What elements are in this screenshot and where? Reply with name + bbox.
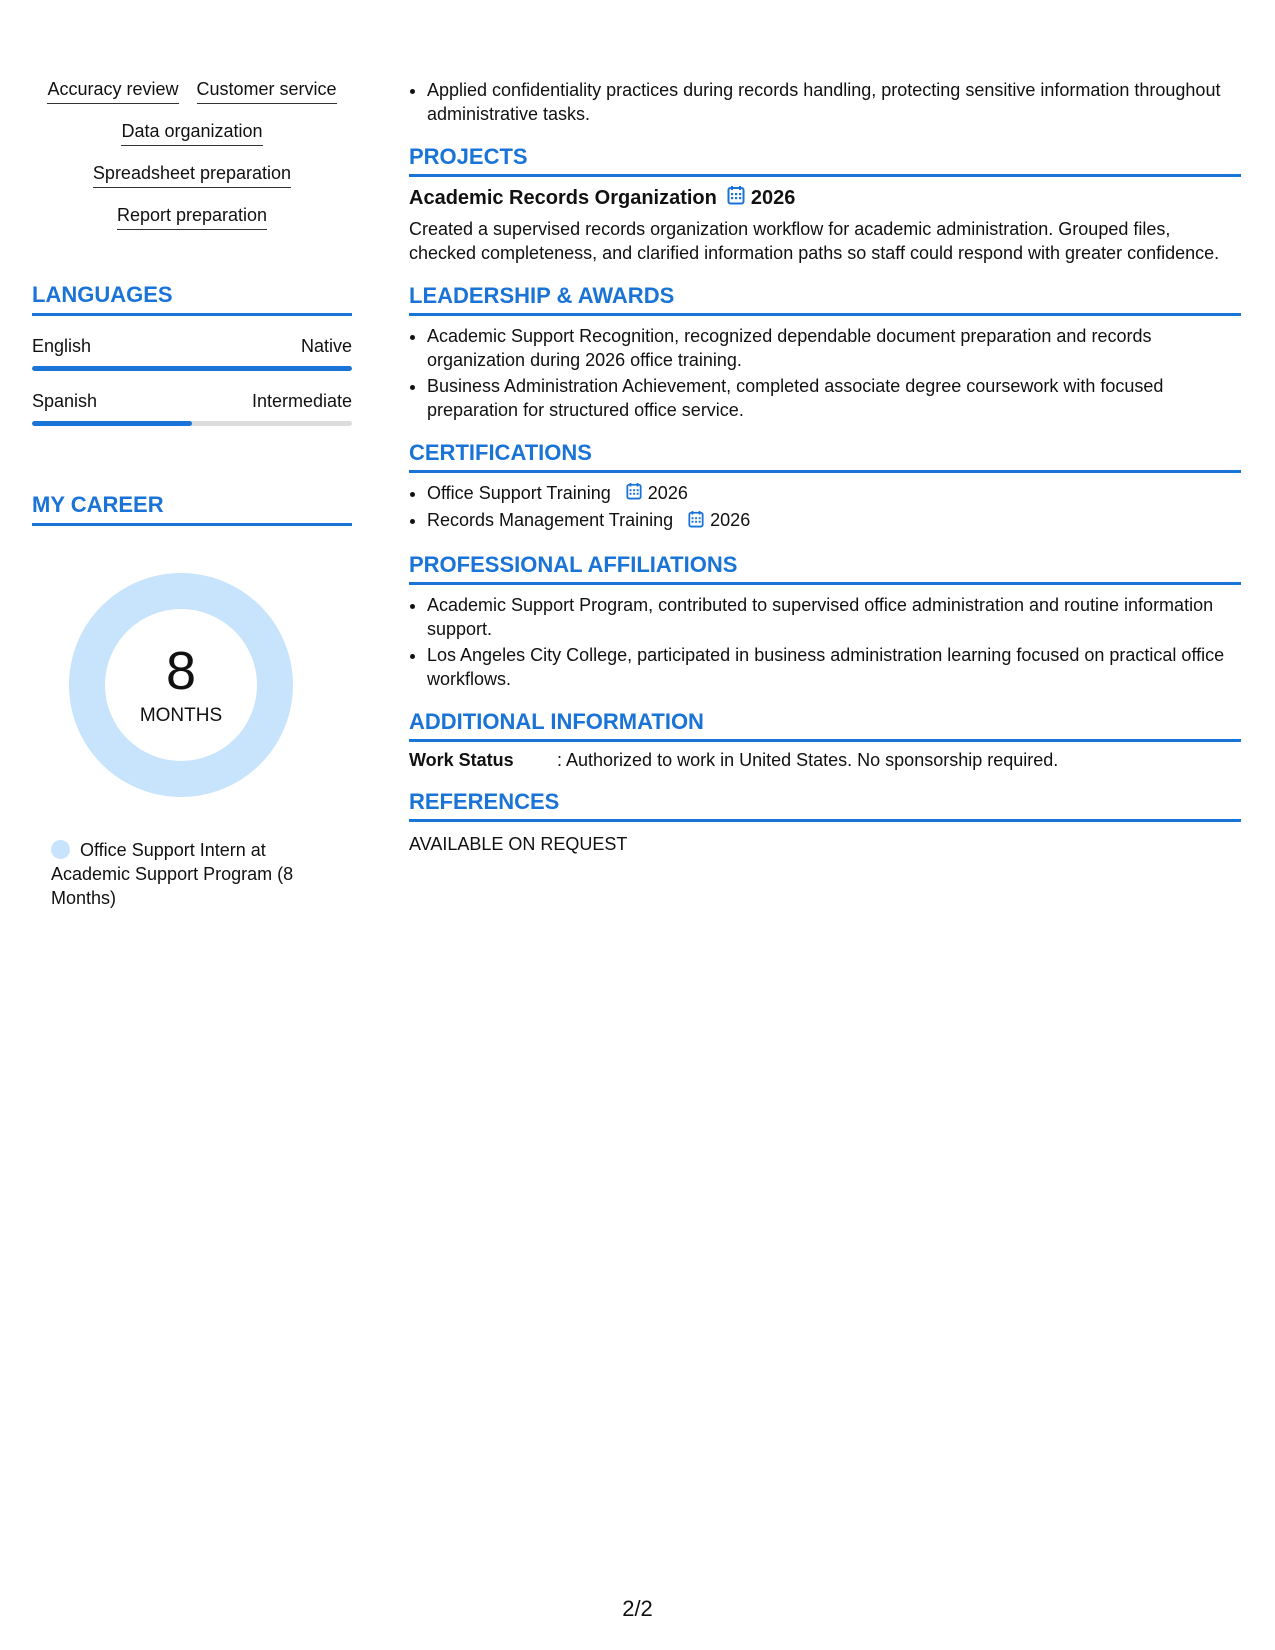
project-description: Created a supervised records organization workflow for academic administration. Grouped files, checked completeness, and clarified information paths so staff could respond with greater confidence. (409, 219, 1220, 263)
language-item (32, 391, 352, 426)
career-total-unit: MONTHS (139, 705, 223, 726)
page-number: 2/2 (622, 1596, 653, 1621)
references-section (409, 789, 1241, 856)
references-text: AVAILABLE ON REQUEST (409, 833, 628, 854)
skill-tag: Customer service (197, 78, 337, 104)
calendar-icon (688, 510, 704, 534)
language-name: Spanish (32, 391, 98, 411)
languages-section (32, 282, 352, 426)
languages-heading: LANGUAGES (32, 282, 352, 316)
project-title: Academic Records Organization (409, 186, 717, 209)
skill-tag: Report preparation (117, 204, 267, 230)
certification-date: 2026 (647, 483, 688, 503)
skill-tag: Spreadsheet preparation (93, 162, 291, 188)
calendar-icon (626, 482, 642, 506)
left-column (32, 78, 352, 910)
affiliations-section (409, 552, 1241, 691)
certification-date: 2026 (710, 510, 751, 531)
language-bar (32, 366, 352, 371)
certification-item (427, 508, 1241, 533)
language-item (32, 336, 352, 371)
awards-heading: LEADERSHIP & AWARDS (409, 283, 1241, 316)
career-legend (51, 838, 326, 910)
experience-bullet: • Applied confidentiality practices during records handling, protecting sensitive information throughout administrative tasks. (427, 78, 1241, 126)
award-item: • Business Administration Achievement, completed associate degree coursework with focused preparation for structured office service. (427, 374, 1241, 422)
language-level: Intermediate (251, 391, 352, 411)
career-heading: MY CAREER (32, 492, 352, 526)
career-donut (66, 570, 296, 800)
language-bar-fill (32, 366, 352, 371)
certifications-list (409, 481, 1241, 534)
right-column (409, 78, 1241, 856)
certifications-section (409, 440, 1241, 534)
award-item: • Academic Support Recognition, recognized dependable document preparation and records organization during 2026 office training. (427, 324, 1241, 372)
certification-item (427, 481, 1241, 506)
additional-info-section (409, 709, 1241, 771)
skills-list (32, 78, 352, 230)
work-status-row (409, 750, 1241, 771)
affiliation-item: • Los Angeles City College, participated in business administration learning focused on practical office workflows. (427, 643, 1241, 691)
affiliations-list (409, 593, 1241, 691)
language-level: Native (300, 336, 352, 356)
awards-section (409, 283, 1241, 422)
additional-info-heading: ADDITIONAL INFORMATION (409, 709, 1241, 742)
calendar-icon (727, 185, 745, 211)
certification-name: Office Support Training (427, 483, 611, 503)
career-legend-text: Office Support Intern at Academic Support Program (8 Months) (51, 840, 294, 908)
certification-name: Records Management Training (427, 510, 674, 531)
projects-section (409, 144, 1241, 265)
projects-heading: PROJECTS (409, 144, 1241, 177)
work-status-label: Work Status (409, 749, 514, 770)
references-heading: REFERENCES (409, 789, 1241, 822)
language-bar-fill (32, 421, 192, 426)
language-name: English (32, 336, 92, 356)
career-total-value: 8 (165, 641, 197, 701)
awards-list (409, 324, 1241, 422)
skill-tag: Data organization (121, 120, 262, 146)
work-status-value: : Authorized to work in United States. No sponsorship required. (557, 749, 1059, 770)
language-bar (32, 421, 352, 426)
affiliation-item: • Academic Support Program, contributed to supervised office administration and routine information support. (427, 593, 1241, 641)
project-date: 2026 (750, 186, 796, 209)
affiliations-heading: PROFESSIONAL AFFILIATIONS (409, 552, 1241, 585)
certifications-heading: CERTIFICATIONS (409, 440, 1241, 473)
skill-tag: Accuracy review (47, 78, 178, 104)
project-title-row (409, 185, 1241, 211)
experience-bullets (409, 78, 1241, 126)
career-section (32, 492, 352, 910)
legend-dot-icon (51, 840, 70, 859)
